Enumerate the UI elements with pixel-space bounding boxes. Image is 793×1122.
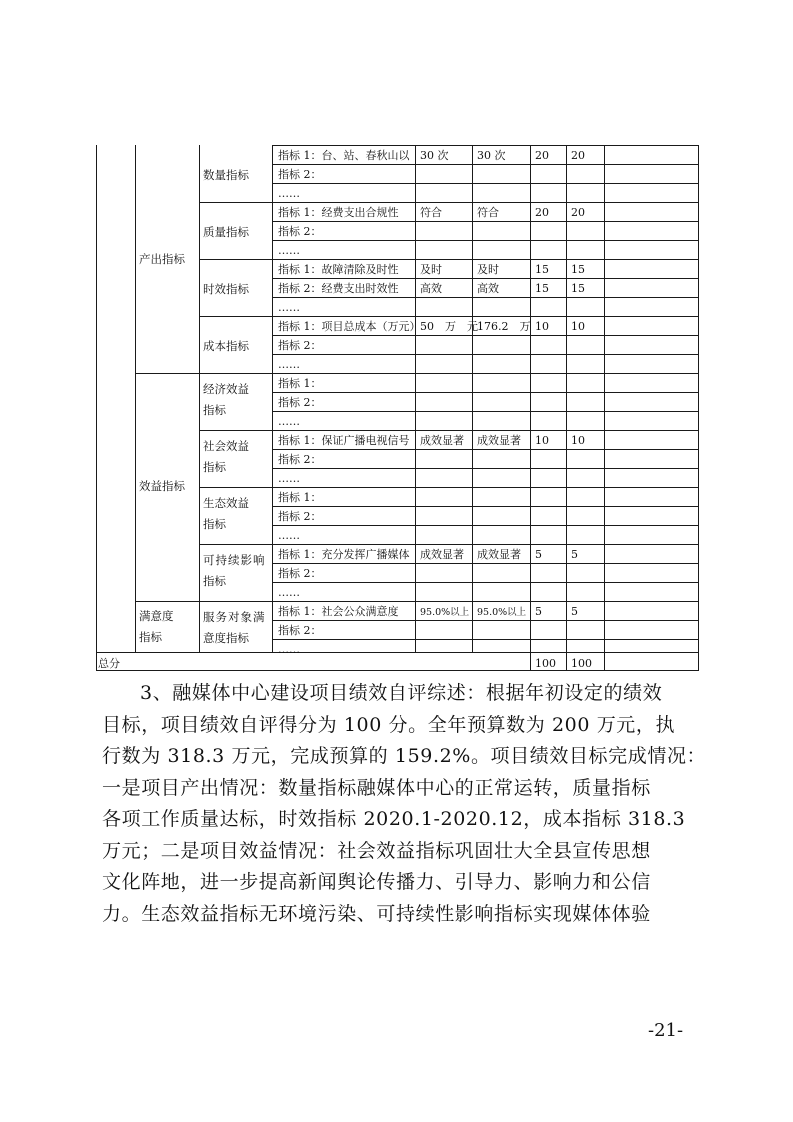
indicator-cell: 指标 1：故障清除及时性 <box>278 263 399 276</box>
indicator-cell: 指标 1：经费支出合规性 <box>278 206 399 219</box>
sub-social-1: 社会效益 <box>203 439 249 453</box>
category-output: 产出指标 <box>139 252 185 266</box>
sub-quality: 质量指标 <box>203 225 249 239</box>
indicator-cell: …… <box>278 529 300 542</box>
weight-cell: 5 <box>535 605 542 618</box>
score-cell: 20 <box>571 149 585 162</box>
target-cell: 成效显著 <box>420 548 464 561</box>
indicator-cell: …… <box>278 472 300 485</box>
total-weight: 100 <box>535 657 556 670</box>
sub-economic-1: 经济效益 <box>203 382 249 396</box>
indicator-cell: 指标 2： <box>278 168 322 181</box>
target-cell: 30 次 <box>420 149 449 162</box>
total-score: 100 <box>571 657 592 670</box>
weight-cell: 10 <box>535 434 549 447</box>
summary-paragraph <box>102 678 707 930</box>
indicator-cell: …… <box>278 643 300 656</box>
target-cell: 成效显著 <box>420 434 464 447</box>
actual-cell: 及时 <box>477 263 499 276</box>
category-satisfaction-1: 满意度 <box>139 609 174 623</box>
indicator-cell: 指标 2： <box>278 624 322 637</box>
score-cell: 10 <box>571 434 585 447</box>
sub-cost: 成本指标 <box>203 339 249 353</box>
indicator-cell: 指标 1：社会公众满意度 <box>278 605 399 618</box>
weight-cell: 20 <box>535 149 549 162</box>
sub-service-2: 意度指标 <box>203 631 249 645</box>
score-cell: 15 <box>571 263 585 276</box>
sub-timeliness: 时效指标 <box>203 282 249 296</box>
paragraph-line: 一是项目产出情况：数量指标融媒体中心的正常运转，质量指标 <box>102 776 651 799</box>
indicator-cell: 指标 1：项目总成本（万元） <box>278 320 421 333</box>
category-satisfaction-2: 指标 <box>139 630 162 644</box>
paragraph-line: 力。生态效益指标无环境污染、可持续性影响指标实现媒体体验 <box>102 902 651 925</box>
sub-economic-2: 指标 <box>203 403 226 417</box>
indicator-cell: 指标 1：台、站、春秋山以 <box>278 149 410 162</box>
score-cell: 5 <box>571 548 578 561</box>
indicator-cell: 指标 2： <box>278 453 322 466</box>
indicator-cell: …… <box>278 586 300 599</box>
indicator-cell: 指标 1：充分发挥广播媒体 <box>278 548 410 561</box>
score-cell: 10 <box>571 320 585 333</box>
weight-cell: 20 <box>535 206 549 219</box>
indicator-cell: …… <box>278 358 300 371</box>
actual-cell: 成效显著 <box>477 548 521 561</box>
actual-cell: 成效显著 <box>477 434 521 447</box>
paragraph-line: 万元；二是项目效益情况：社会效益指标巩固壮大全县宣传思想 <box>102 839 651 862</box>
indicator-cell: …… <box>278 244 300 257</box>
actual-cell: 30 次 <box>477 149 506 162</box>
page-number: -21- <box>648 1020 684 1041</box>
paragraph-line: 行数为 318.3 万元，完成预算的 159.2%。项目绩效目标完成情况： <box>102 745 707 767</box>
indicator-cell: 指标 2： <box>278 396 322 409</box>
paragraph-line: 文化阵地，进一步提高新闻舆论传播力、引导力、影响力和公信 <box>102 871 651 893</box>
score-cell: 15 <box>571 282 585 295</box>
target-cell: 50 万 元 <box>420 320 478 333</box>
indicator-cell: 指标 1：保证广播电视信号 <box>278 434 410 447</box>
actual-cell: 高效 <box>477 282 499 295</box>
weight-cell: 15 <box>535 263 549 276</box>
indicator-cell: 指标 2： <box>278 567 322 580</box>
sub-quantity: 数量指标 <box>203 168 249 182</box>
indicator-cell: 指标 2：经费支出时效性 <box>278 282 399 295</box>
actual-cell: 95.0%以上 <box>477 607 527 618</box>
sub-service-1: 服务对象满 <box>203 610 266 624</box>
actual-cell: 176.2 万 <box>477 320 531 333</box>
category-benefit: 效益指标 <box>139 479 185 493</box>
target-cell: 高效 <box>420 282 442 295</box>
weight-cell: 5 <box>535 548 542 561</box>
sub-sustainable-1: 可持续影响 <box>203 553 266 567</box>
paragraph-line: 目标，项目绩效自评得分为 100 分。全年预算数为 200 万元，执 <box>102 713 676 736</box>
weight-cell: 10 <box>535 320 549 333</box>
sub-ecological-2: 指标 <box>203 517 226 531</box>
sub-ecological-1: 生态效益 <box>203 496 249 510</box>
total-label: 总分 <box>98 657 120 670</box>
target-cell: 95.0%以上 <box>420 607 470 618</box>
indicator-cell: 指标 1： <box>278 491 322 504</box>
weight-cell: 15 <box>535 282 549 295</box>
sub-sustainable-2: 指标 <box>203 574 226 588</box>
indicator-cell: 指标 2： <box>278 510 322 523</box>
actual-cell: 符合 <box>477 206 499 219</box>
indicator-cell: 指标 2： <box>278 225 322 238</box>
indicator-cell: …… <box>278 301 300 314</box>
target-cell: 符合 <box>420 206 442 219</box>
sub-social-2: 指标 <box>203 460 226 474</box>
indicator-cell: …… <box>278 415 300 428</box>
score-cell: 20 <box>571 206 585 219</box>
target-cell: 及时 <box>420 263 442 276</box>
paragraph-line: 各项工作质量达标，时效指标 2020.1-2020.12，成本指标 318.3 <box>102 808 686 830</box>
paragraph-line: 3、融媒体中心建设项目绩效自评综述：根据年初设定的绩效 <box>140 682 663 704</box>
indicator-cell: 指标 1： <box>278 377 322 390</box>
indicator-cell: 指标 2： <box>278 339 322 352</box>
indicator-cell: …… <box>278 187 300 200</box>
score-cell: 5 <box>571 605 578 618</box>
